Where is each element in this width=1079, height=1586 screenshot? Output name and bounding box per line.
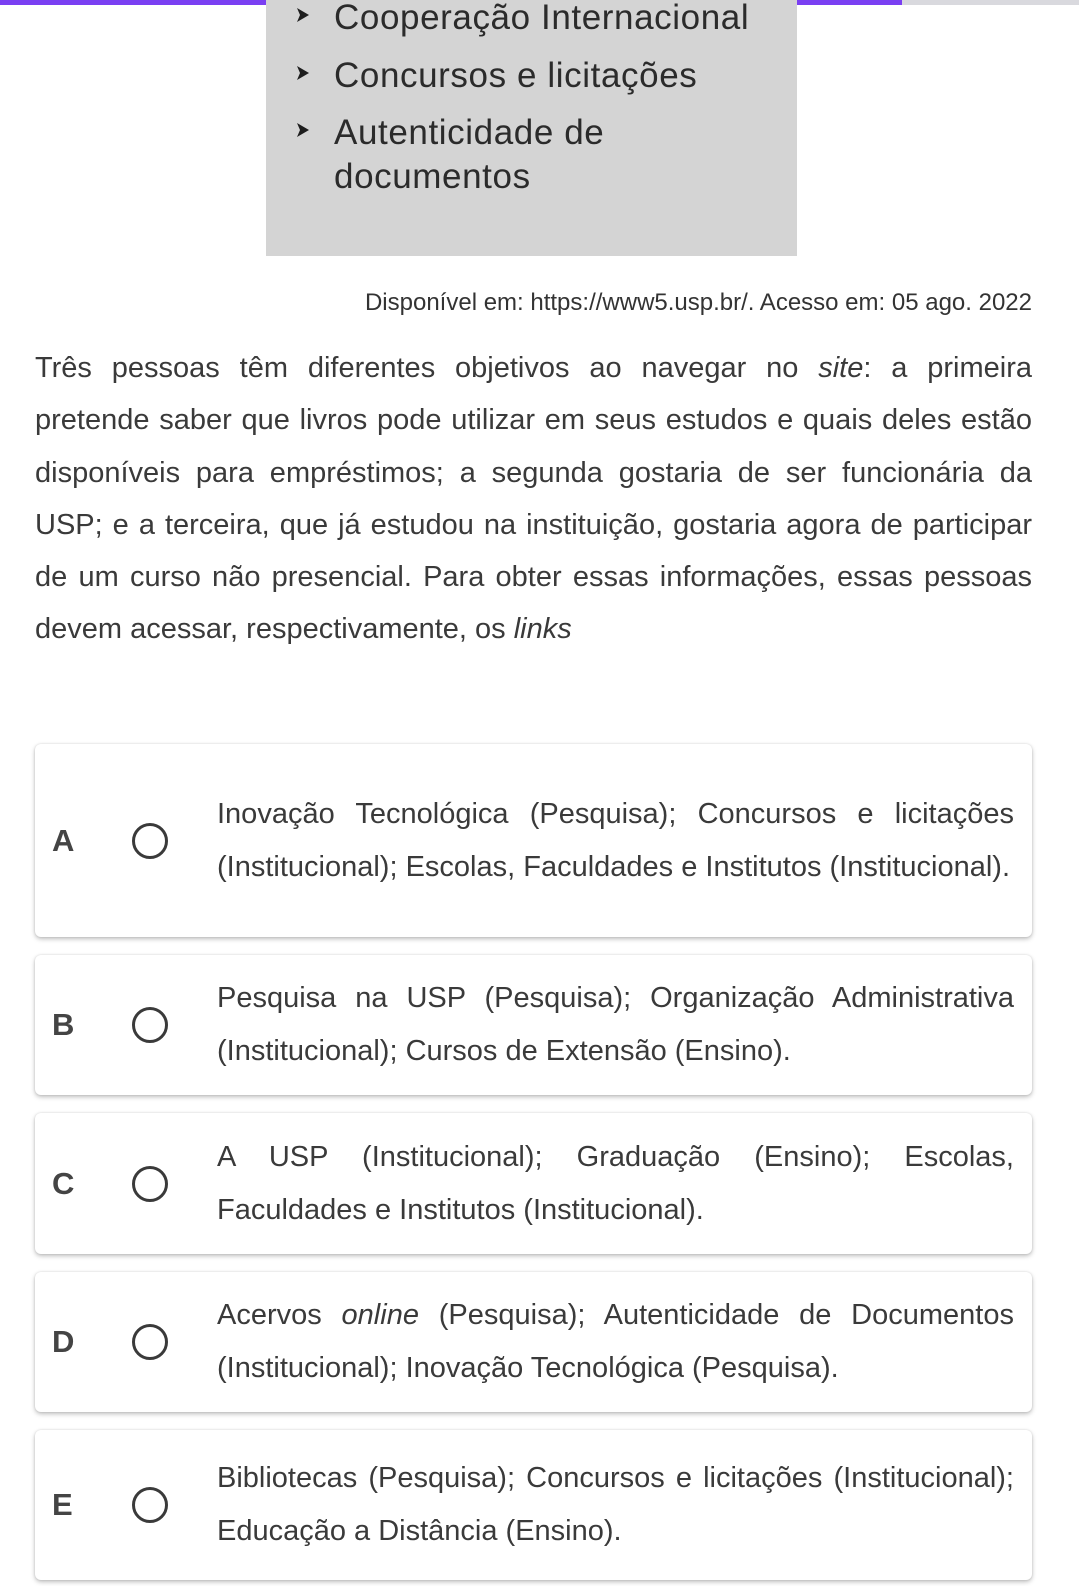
option-text-part: (Pesquisa); Autenticidade de Documentos (Institucional); Inovação Tecnológica (Pesquisa). bbox=[217, 1299, 1014, 1384]
site-link-label: Concursos e licitações bbox=[334, 56, 698, 95]
source-suffix: . Acesso em: 05 ago. 2022 bbox=[747, 289, 1032, 316]
prompt-text: : a primeira pretende saber que livros pode utilizar em seus estudos e quais deles estão disponíveis para empréstimos; a segunda gostaria de ser funcionária da USP; e a terceira, que já estudou na instituição, gostaria agora de participar de um curso não presencial. Para obter essas informações, essas pessoas devem acessar, respectivamente, os bbox=[35, 352, 1032, 646]
option-text: Bibliotecas (Pesquisa); Concursos e licitações (Institucional); Educação a Distância (Ensino). bbox=[217, 1462, 1014, 1547]
answer-option-c[interactable] bbox=[35, 1113, 1032, 1254]
option-text: Pesquisa na USP (Pesquisa); Organização Administrativa (Institucional); Cursos de Extensão (Ensino). bbox=[217, 982, 1014, 1067]
answer-option-a[interactable] bbox=[35, 744, 1032, 937]
site-links-panel bbox=[266, 0, 797, 256]
radio-button[interactable] bbox=[132, 1007, 168, 1043]
prompt-text: Três pessoas têm diferentes objetivos ao navegar no bbox=[35, 352, 819, 384]
radio-button[interactable] bbox=[132, 823, 168, 859]
question-prompt bbox=[35, 342, 1032, 656]
option-letter: C bbox=[52, 1165, 75, 1201]
option-letter: D bbox=[52, 1324, 75, 1359]
radio-button[interactable] bbox=[132, 1324, 168, 1360]
site-link-label: Cooperação Internacional bbox=[334, 0, 750, 37]
option-text-italic: online bbox=[341, 1299, 419, 1331]
answer-option-e[interactable] bbox=[35, 1430, 1032, 1580]
option-text: Inovação Tecnológica (Pesquisa); Concursos e licitações (Institucional); Escolas, Faculdades e Institutos (Institucional). bbox=[217, 797, 1014, 883]
answer-option-b[interactable] bbox=[35, 955, 1032, 1095]
answer-option-d[interactable] bbox=[35, 1272, 1032, 1412]
source-prefix: Disponível em: bbox=[364, 289, 531, 316]
radio-button[interactable] bbox=[132, 1487, 168, 1523]
source-citation bbox=[365, 289, 1032, 317]
option-letter: A bbox=[52, 822, 75, 858]
option-letter: B bbox=[52, 1007, 75, 1042]
option-text-part: Acervos bbox=[217, 1299, 342, 1331]
prompt-italic-links: links bbox=[513, 613, 572, 646]
radio-button[interactable] bbox=[132, 1166, 168, 1202]
site-link-cooperacao bbox=[294, 0, 774, 40]
option-letter: E bbox=[52, 1487, 73, 1522]
option-text: A USP (Institucional); Graduação (Ensino); Escolas, Faculdades e Institutos (Institucional). bbox=[217, 1140, 1014, 1226]
site-link-autenticidade bbox=[294, 111, 634, 199]
site-link-concursos bbox=[294, 54, 774, 98]
chevron-right-icon bbox=[294, 6, 312, 24]
chevron-right-icon bbox=[294, 64, 312, 82]
chevron-right-icon bbox=[294, 121, 312, 139]
option-text bbox=[217, 1289, 1014, 1395]
source-url-link[interactable]: https://www5.usp.br/ bbox=[530, 289, 748, 316]
prompt-italic-site: site bbox=[818, 352, 864, 384]
site-link-label: Autenticidade de documentos bbox=[334, 113, 605, 196]
